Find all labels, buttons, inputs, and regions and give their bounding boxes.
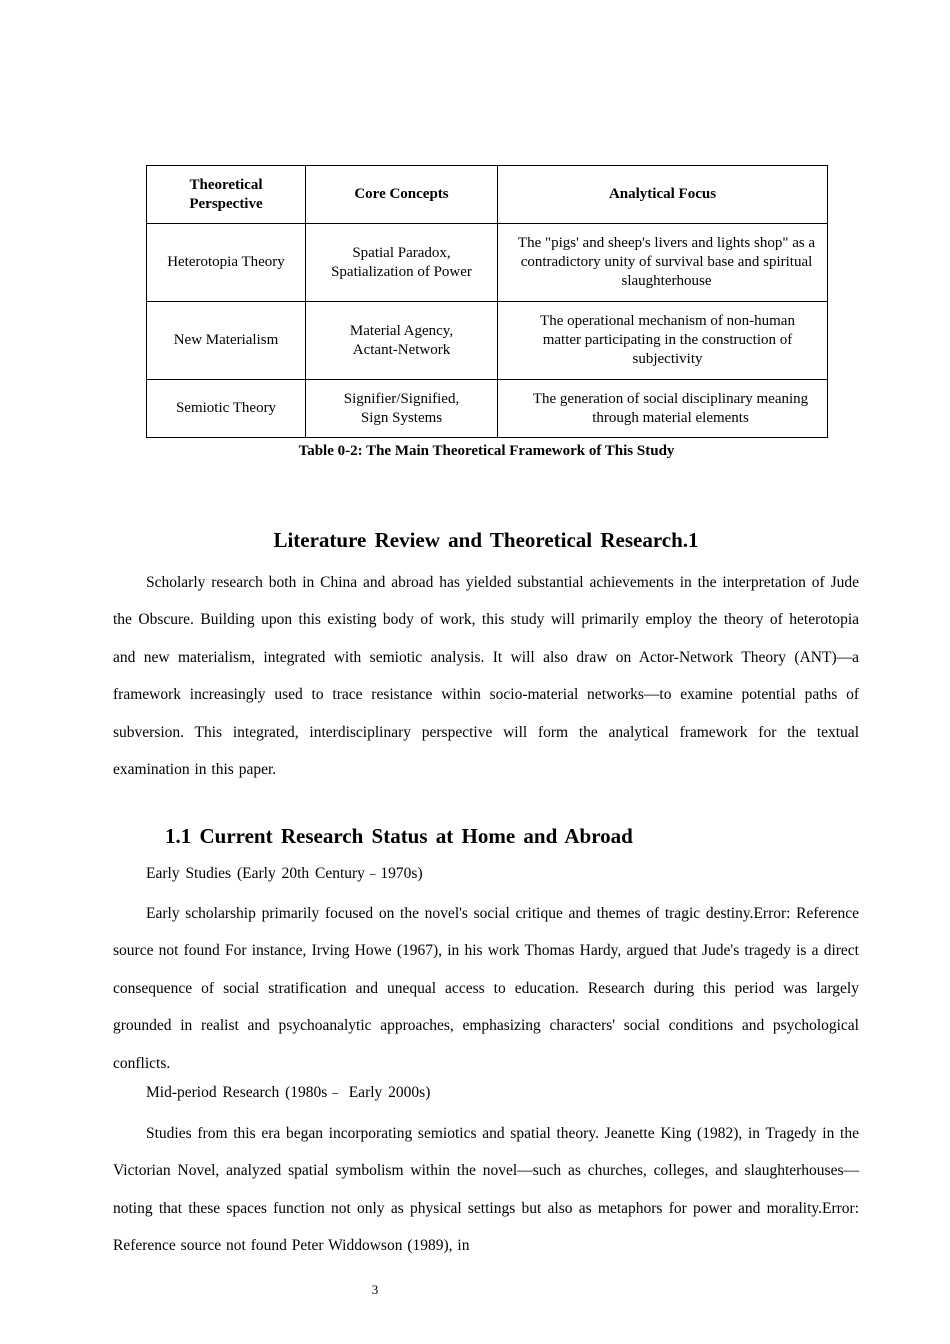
table-cell: Semiotic Theory [147, 380, 306, 438]
table-cell: New Materialism [147, 302, 306, 380]
table-cell: Spatial Paradox, Spatialization of Power [306, 224, 498, 302]
table-cell: The operational mechanism of non-human matter participating in the construction of subjectivity [498, 302, 828, 380]
table-cell: The generation of social disciplinary meaning through material elements [498, 380, 828, 438]
header-theoretical-perspective: Theoretical Perspective [147, 166, 306, 224]
chapter-title: Literature Review and Theoretical Research.1 [273, 528, 699, 552]
mid-period-paragraph: Studies from this era began incorporating semiotics and spatial theory. Jeanette King (1982), in Tragedy in the Victorian Novel, analyzed spatial symbolism within the novel—such as churches, colleges, and slaughterhouses—noting that these spaces function not only as physical settings but also as metaphors for power and morality.Error: Reference source not found Peter Widdowson (1989), in [113, 1125, 859, 1255]
table-row [147, 224, 828, 302]
table-cell: Heterotopia Theory [147, 224, 306, 302]
table-cell: Signifier/Signified, Sign Systems [306, 380, 498, 438]
table-row [147, 380, 828, 438]
header-core-concepts: Core Concepts [306, 166, 498, 224]
table-header-row [147, 166, 828, 224]
table-row [147, 302, 828, 380]
table-caption: Table 0-2: The Main Theoretical Framework of This Study [298, 443, 675, 459]
mid-period-heading: Mid-period Research (1980s﹣ Early 2000s) [146, 1084, 431, 1101]
header-analytical-focus: Analytical Focus [498, 166, 828, 224]
early-studies-heading: Early Studies (Early 20th Century﹣1970s) [146, 865, 423, 882]
table-cell: Material Agency, Actant-Network [306, 302, 498, 380]
page-number: 3 [371, 1282, 379, 1297]
theoretical-framework-table [146, 165, 828, 438]
intro-paragraph: Scholarly research both in China and abroad has yielded substantial achievements in the interpretation of Jude the Obscure. Building upon this existing body of work, this study will primarily employ the theory of heterotopia and new materialism, integrated with semiotic analysis. It will also draw on Actor-Network Theory (ANT)—a framework increasingly used to trace resistance within socio-material networks—to examine potential paths of subversion. This integrated, interdisciplinary perspective will form the analytical framework for the textual examination in this paper. [113, 574, 859, 779]
early-studies-paragraph: Early scholarship primarily focused on the novel's social critique and themes of tragic destiny.Error: Reference source not found For instance, Irving Howe (1967), in his work Thomas Hardy, argued that Jude's tragedy is a direct consequence of social stratification and unequal access to education. Research during this period was largely grounded in realist and psychoanalytic approaches, emphasizing characters' social conditions and psychological conflicts. [113, 905, 859, 1072]
section-title: 1.1 Current Research Status at Home and Abroad [165, 824, 633, 848]
table-cell: The "pigs' and sheep's livers and lights shop" as a contradictory unity of survival base and spiritual slaughterhouse [498, 224, 828, 302]
